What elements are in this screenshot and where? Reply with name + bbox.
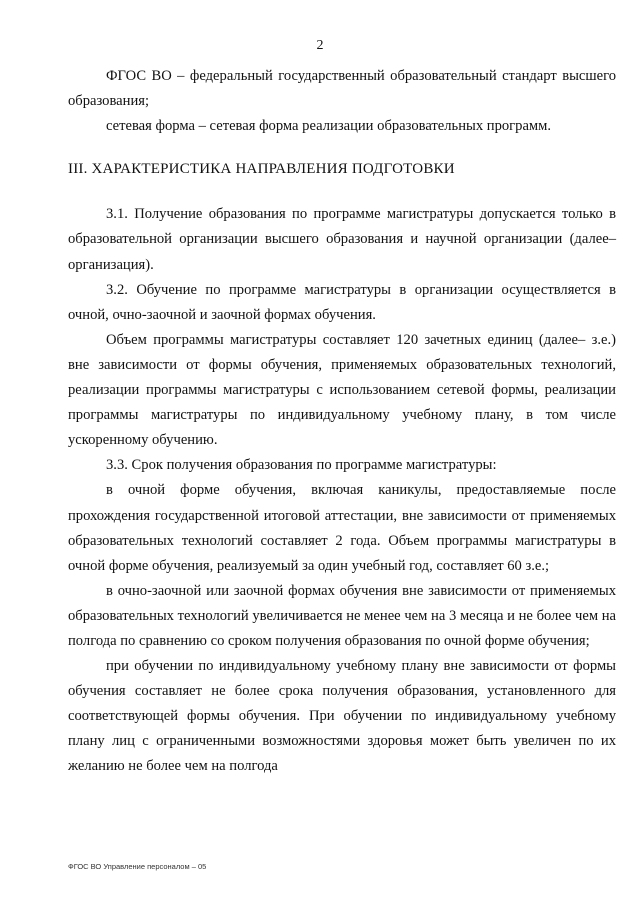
document-body: [68, 64, 616, 780]
page-number: 2: [316, 38, 324, 53]
paragraph-volume: Объем программы магистратуры составляет 120 зачетных единиц (далее– з.е.) вне зависимости от формы обучения, применяемых образовательных технологий, реализации программы магистратуры с использованием сетевой формы, реализации программы магистратуры по индивидуальному учебному плану, в том числе ускоренному обучению.: [68, 331, 616, 449]
paragraph-3-1: 3.1. Получение образования по программе магистратуры допускается только в образовательной организации высшего образования и научной организации (далее– организация).: [68, 206, 616, 273]
paragraph-individual-plan: при обучении по индивидуальному учебному плану вне зависимости от формы обучения составляет не более срока получения образования, установленного для соответствующей формы обучения. При обучении по индивидуальному учебному плану лиц с ограниченными возможностями здоровья может быть увеличен по их желанию не более чем на полгода: [68, 658, 616, 775]
paragraph-abbrev-network-form: сетевая форма – сетевая форма реализации образовательных программ.: [106, 118, 552, 135]
paragraph-part-time: в очно-заочной или заочной формах обучения вне зависимости от применяемых образовательных технологий увеличивается не менее чем на 3 месяца и не более чем на полгода по сравнению со сроком получения образования по очной форме обучения;: [68, 582, 616, 649]
paragraph-3-2: 3.2. Обучение по программе магистратуры в организации осуществляется в очной, очно-заочной и заочной формах обучения.: [68, 281, 616, 323]
paragraph-full-time: в очной форме обучения, включая каникулы, предоставляемые после прохождения государственной итоговой аттестации, вне зависимости от применяемых образовательных технологий составляет 2 года. Объем программы магистратуры в очной форме обучения, реализуемый за один учебный год, составляет 60 з.е.;: [68, 482, 616, 574]
paragraph-abbrev-fgos: ФГОС ВО – федеральный государственный образовательный стандарт высшего образования;: [68, 68, 616, 110]
section-heading: III. ХАРАКТЕРИСТИКА НАПРАВЛЕНИЯ ПОДГОТОВКИ: [68, 161, 455, 178]
paragraph-3-3: 3.3. Срок получения образования по программе магистратуры:: [106, 457, 497, 474]
page-footer: ФГОС ВО Управление персоналом – 05: [68, 862, 207, 871]
